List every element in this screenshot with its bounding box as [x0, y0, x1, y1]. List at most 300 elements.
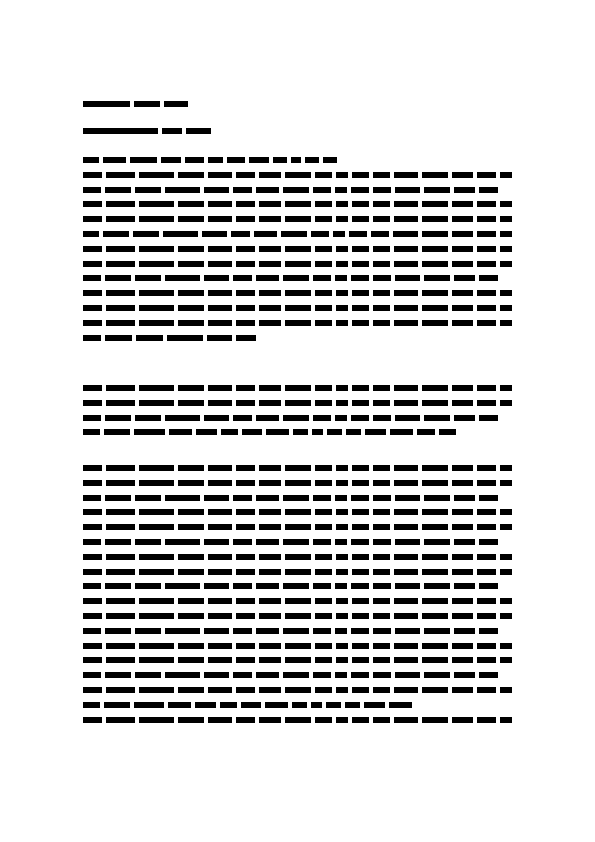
text-word — [83, 524, 102, 530]
text-word — [256, 495, 279, 501]
text-word — [477, 261, 496, 267]
text-word — [373, 495, 391, 501]
text-word — [139, 643, 174, 649]
text-word — [452, 246, 473, 252]
text-word — [422, 305, 448, 311]
text-word — [373, 305, 390, 311]
text-word — [292, 702, 307, 708]
text-word — [315, 305, 332, 311]
text-word — [352, 657, 369, 663]
text-word — [236, 305, 255, 311]
text-word — [83, 583, 101, 589]
text-word — [208, 613, 232, 619]
text-word — [336, 305, 348, 311]
text-line — [83, 598, 513, 604]
text-word — [105, 415, 131, 421]
text-line — [83, 101, 513, 107]
text-word — [83, 305, 102, 311]
text-word — [208, 305, 232, 311]
text-word — [208, 598, 232, 604]
text-word — [336, 524, 348, 530]
text-word — [352, 305, 369, 311]
text-word — [500, 598, 512, 604]
text-word — [259, 320, 281, 326]
text-word — [83, 157, 99, 163]
text-line — [83, 687, 513, 693]
text-word — [259, 657, 281, 663]
text-word — [315, 480, 332, 486]
text-word — [315, 320, 332, 326]
text-word — [313, 539, 331, 545]
text-word — [165, 539, 200, 545]
text-word — [285, 201, 311, 207]
text-word — [422, 598, 448, 604]
text-word — [477, 231, 496, 237]
text-word — [395, 415, 420, 421]
text-word — [233, 539, 252, 545]
text-word — [373, 187, 391, 193]
text-word — [83, 385, 102, 391]
text-word — [452, 509, 473, 515]
text-line — [83, 672, 513, 678]
text-word — [422, 246, 448, 252]
text-word — [315, 687, 332, 693]
text-word — [178, 320, 204, 326]
text-word — [236, 509, 255, 515]
text-word — [139, 613, 174, 619]
text-word — [105, 335, 132, 341]
text-word — [283, 672, 309, 678]
text-word — [236, 524, 255, 530]
text-word — [424, 275, 450, 281]
text-word — [336, 717, 348, 723]
text-word — [236, 643, 255, 649]
text-word — [285, 216, 311, 222]
text-word — [236, 480, 255, 486]
text-word — [373, 480, 390, 486]
text-word — [178, 569, 204, 575]
text-word — [135, 415, 161, 421]
text-word — [315, 643, 332, 649]
text-word — [452, 400, 473, 406]
text-word — [315, 465, 332, 471]
text-line — [83, 495, 513, 501]
text-word — [500, 201, 512, 207]
text-word — [265, 702, 288, 708]
text-word — [335, 539, 347, 545]
text-word — [395, 672, 420, 678]
text-word — [315, 613, 332, 619]
text-word — [477, 643, 496, 649]
text-word — [105, 275, 131, 281]
text-word — [178, 385, 204, 391]
text-word — [285, 613, 311, 619]
text-word — [352, 201, 369, 207]
text-word — [454, 415, 475, 421]
text-word — [135, 187, 161, 193]
text-word — [106, 320, 135, 326]
text-word — [208, 201, 232, 207]
text-word — [352, 717, 369, 723]
text-word — [178, 305, 204, 311]
text-word — [477, 509, 496, 515]
text-line — [83, 429, 513, 435]
text-word — [178, 465, 204, 471]
text-word — [139, 480, 174, 486]
text-word — [452, 385, 473, 391]
text-word — [315, 172, 332, 178]
text-word — [422, 172, 448, 178]
text-word — [313, 275, 331, 281]
text-word — [104, 702, 130, 708]
text-word — [336, 290, 348, 296]
text-word — [134, 702, 164, 708]
text-word — [139, 554, 174, 560]
paragraph-1 — [83, 157, 513, 349]
text-word — [351, 495, 369, 501]
text-word — [83, 231, 99, 237]
text-word — [373, 672, 391, 678]
text-word — [208, 569, 232, 575]
text-word — [285, 717, 311, 723]
text-word — [500, 290, 512, 296]
text-word — [208, 290, 232, 296]
text-word — [327, 429, 342, 435]
text-word — [283, 628, 309, 634]
text-word — [285, 524, 311, 530]
text-word — [311, 702, 322, 708]
text-word — [130, 157, 157, 163]
text-word — [477, 246, 496, 252]
text-word — [500, 465, 512, 471]
text-word — [500, 524, 512, 530]
text-word — [352, 480, 369, 486]
text-word — [259, 216, 281, 222]
text-word — [477, 569, 496, 575]
text-word — [477, 385, 496, 391]
text-word — [241, 702, 261, 708]
text-line — [83, 554, 513, 560]
text-word — [422, 216, 448, 222]
text-word — [454, 187, 475, 193]
text-word — [256, 275, 279, 281]
text-line — [83, 702, 513, 708]
text-word — [373, 172, 390, 178]
text-line — [83, 335, 513, 341]
text-word — [106, 613, 135, 619]
text-word — [373, 201, 390, 207]
text-word — [479, 415, 498, 421]
text-word — [105, 187, 131, 193]
text-word — [315, 290, 332, 296]
text-word — [162, 128, 182, 134]
text-word — [351, 672, 369, 678]
text-word — [285, 569, 311, 575]
text-word — [452, 687, 473, 693]
text-word — [259, 598, 281, 604]
text-word — [452, 643, 473, 649]
text-word — [352, 290, 369, 296]
text-word — [83, 320, 102, 326]
text-word — [424, 495, 450, 501]
text-word — [83, 465, 102, 471]
text-word — [83, 539, 101, 545]
text-word — [285, 290, 311, 296]
text-word — [422, 385, 448, 391]
text-word — [394, 400, 418, 406]
text-word — [105, 539, 131, 545]
text-word — [233, 187, 252, 193]
text-word — [424, 583, 450, 589]
text-word — [139, 598, 174, 604]
text-word — [424, 672, 450, 678]
text-word — [254, 231, 277, 237]
text-word — [454, 539, 475, 545]
text-word — [422, 717, 448, 723]
text-word — [139, 687, 174, 693]
text-word — [106, 509, 135, 515]
text-word — [315, 261, 332, 267]
text-word — [477, 554, 496, 560]
text-word — [106, 569, 135, 575]
text-word — [439, 429, 456, 435]
text-word — [479, 672, 498, 678]
text-word — [352, 643, 369, 649]
text-word — [500, 717, 512, 723]
text-word — [178, 261, 204, 267]
text-word — [395, 187, 420, 193]
text-word — [452, 554, 473, 560]
text-word — [165, 415, 200, 421]
text-word — [178, 509, 204, 515]
text-word — [315, 216, 332, 222]
text-word — [83, 429, 100, 435]
text-word — [352, 613, 369, 619]
text-word — [452, 201, 473, 207]
text-line — [83, 246, 513, 252]
text-word — [208, 320, 232, 326]
text-word — [422, 320, 448, 326]
text-word — [233, 583, 252, 589]
text-word — [178, 172, 204, 178]
text-word — [422, 261, 448, 267]
text-word — [477, 613, 496, 619]
text-word — [233, 415, 252, 421]
text-word — [373, 385, 390, 391]
text-word — [208, 157, 223, 163]
text-line — [83, 509, 513, 515]
text-word — [236, 569, 255, 575]
text-word — [394, 201, 418, 207]
text-word — [351, 583, 369, 589]
text-line — [83, 717, 513, 723]
text-word — [479, 187, 498, 193]
text-word — [336, 509, 348, 515]
text-word — [105, 672, 131, 678]
text-word — [389, 702, 412, 708]
text-line — [83, 583, 513, 589]
text-word — [452, 598, 473, 604]
text-word — [336, 246, 348, 252]
text-word — [454, 628, 475, 634]
text-line — [83, 524, 513, 530]
text-word — [371, 231, 389, 237]
text-line — [83, 275, 513, 281]
text-word — [103, 157, 126, 163]
text-word — [394, 598, 418, 604]
text-word — [395, 539, 420, 545]
text-word — [394, 524, 418, 530]
text-word — [336, 216, 348, 222]
text-word — [351, 628, 369, 634]
text-word — [335, 415, 347, 421]
text-word — [163, 231, 198, 237]
text-word — [208, 246, 232, 252]
text-word — [394, 385, 418, 391]
text-word — [352, 509, 369, 515]
text-word — [422, 231, 448, 237]
text-word — [106, 657, 135, 663]
text-word — [236, 554, 255, 560]
text-word — [259, 400, 281, 406]
text-word — [477, 524, 496, 530]
text-word — [479, 583, 498, 589]
text-word — [83, 687, 102, 693]
text-word — [479, 628, 498, 634]
text-word — [477, 400, 496, 406]
text-word — [136, 335, 163, 341]
text-word — [373, 598, 390, 604]
text-word — [227, 157, 245, 163]
text-line — [83, 569, 513, 575]
text-word — [500, 554, 512, 560]
text-word — [477, 305, 496, 311]
text-word — [373, 246, 390, 252]
text-word — [373, 717, 390, 723]
text-word — [291, 157, 301, 163]
text-word — [83, 480, 102, 486]
text-line — [83, 320, 513, 326]
text-word — [422, 687, 448, 693]
text-line — [83, 415, 513, 421]
text-word — [236, 290, 255, 296]
text-word — [285, 261, 311, 267]
text-line — [83, 172, 513, 178]
text-word — [83, 201, 102, 207]
text-word — [500, 687, 512, 693]
text-word — [393, 231, 418, 237]
text-word — [259, 246, 281, 252]
text-word — [285, 687, 311, 693]
text-word — [236, 261, 255, 267]
text-word — [178, 687, 204, 693]
text-word — [395, 495, 420, 501]
text-word — [83, 672, 101, 678]
text-word — [352, 172, 369, 178]
text-word — [351, 187, 369, 193]
text-word — [394, 643, 418, 649]
text-word — [352, 598, 369, 604]
text-word — [285, 509, 311, 515]
text-word — [83, 554, 102, 560]
text-word — [313, 495, 331, 501]
text-word — [422, 480, 448, 486]
text-word — [336, 687, 348, 693]
text-word — [259, 687, 281, 693]
text-word — [259, 509, 281, 515]
text-word — [422, 554, 448, 560]
text-word — [394, 569, 418, 575]
text-word — [106, 480, 135, 486]
text-word — [208, 385, 232, 391]
text-word — [477, 320, 496, 326]
text-word — [139, 524, 174, 530]
text-word — [352, 261, 369, 267]
text-word — [266, 429, 289, 435]
text-word — [236, 598, 255, 604]
text-word — [422, 643, 448, 649]
text-word — [394, 261, 418, 267]
text-word — [139, 305, 174, 311]
text-word — [394, 717, 418, 723]
text-word — [204, 495, 229, 501]
text-word — [178, 290, 204, 296]
text-word — [477, 657, 496, 663]
text-word — [242, 429, 262, 435]
text-word — [395, 583, 420, 589]
text-word — [204, 672, 229, 678]
text-word — [178, 643, 204, 649]
text-word — [256, 415, 279, 421]
text-word — [256, 583, 279, 589]
text-word — [373, 261, 390, 267]
text-word — [285, 643, 311, 649]
text-word — [422, 201, 448, 207]
text-word — [477, 172, 496, 178]
text-word — [256, 187, 279, 193]
text-word — [259, 261, 281, 267]
text-line — [83, 539, 513, 545]
text-word — [394, 554, 418, 560]
text-word — [452, 216, 473, 222]
text-word — [323, 157, 337, 163]
text-word — [83, 261, 102, 267]
text-word — [185, 157, 204, 163]
text-word — [168, 702, 191, 708]
text-word — [259, 290, 281, 296]
text-word — [83, 290, 102, 296]
text-word — [256, 672, 279, 678]
text-word — [208, 524, 232, 530]
text-word — [283, 583, 309, 589]
text-word — [178, 613, 204, 619]
text-word — [83, 643, 102, 649]
text-word — [186, 128, 211, 134]
text-word — [285, 305, 311, 311]
text-word — [315, 509, 332, 515]
text-word — [83, 569, 102, 575]
text-word — [315, 554, 332, 560]
text-word — [394, 509, 418, 515]
text-word — [477, 717, 496, 723]
text-word — [335, 672, 347, 678]
text-word — [259, 480, 281, 486]
text-word — [452, 717, 473, 723]
text-word — [373, 554, 390, 560]
text-line — [83, 290, 513, 296]
text-word — [394, 613, 418, 619]
text-word — [373, 643, 390, 649]
